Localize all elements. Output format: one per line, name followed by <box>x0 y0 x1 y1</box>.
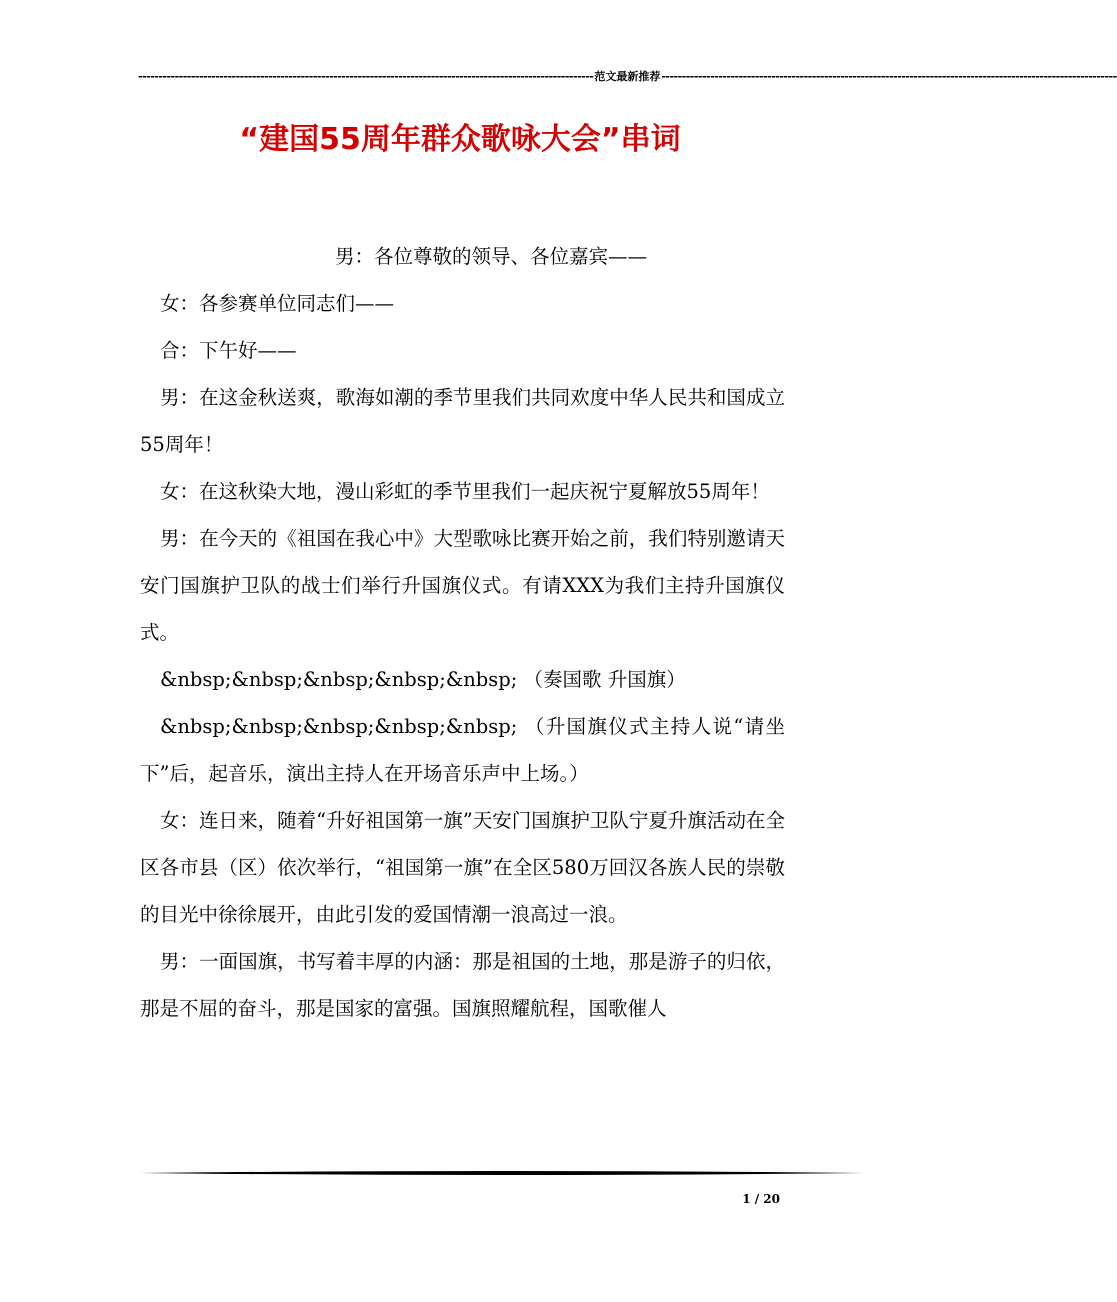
paragraph: &nbsp;&nbsp;&nbsp;&nbsp;&nbsp; （奏国歌 升国旗） <box>160 668 686 691</box>
paragraph: &nbsp;&nbsp;&nbsp;&nbsp;&nbsp; （升国旗仪式主持人说“请坐下”后，起音乐，演出主持人在开场音乐声中上场。） <box>140 715 785 785</box>
page-number: 1 / 20 <box>742 1192 780 1206</box>
paragraph: 女：连日来，随着“升好祖国第一旗”天安门国旗护卫队宁夏升旗活动在全区各市县（区）依次举行，“祖国第一旗”在全区580万回汉各族人民的崇敬的目光中徐徐展开，由此引发的爱国情潮一浪高过一浪。 <box>140 809 785 926</box>
paragraph: 合：下午好—— <box>160 339 297 362</box>
header-label: 范文最新推荐 <box>594 70 661 83</box>
page-header <box>138 68 1117 86</box>
paragraph: 男：各位尊敬的领导、各位嘉宾—— <box>335 245 648 268</box>
document-body <box>140 233 785 1032</box>
paragraph: 男：在今天的《祖国在我心中》大型歌咏比赛开始之前，我们特别邀请天安门国旗护卫队的战士们举行升国旗仪式。有请XXX为我们主持升国旗仪式。 <box>140 527 785 644</box>
footer-rule <box>140 1170 864 1176</box>
header-dash-left: ---------------------------------------------------------------------------------------------------------------- <box>138 70 594 83</box>
header-dash-right: ---------------------------------------------------------------------------------------------------------------- <box>661 70 1117 83</box>
paragraph: 女：各参赛单位同志们—— <box>160 292 395 315</box>
paragraph: 男：一面国旗，书写着丰厚的内涵：那是祖国的土地，那是游子的归依，那是不屈的奋斗，那是国家的富强。国旗照耀航程，国歌催人 <box>140 950 785 1020</box>
paragraph: 女：在这秋染大地，漫山彩虹的季节里我们一起庆祝宁夏解放55周年！ <box>160 480 770 503</box>
document-title: “建国55周年群众歌咏大会”串词 <box>239 122 681 157</box>
paragraph: 男：在这金秋送爽，歌海如潮的季节里我们共同欢度中华人民共和国成立55周年！ <box>140 386 785 456</box>
